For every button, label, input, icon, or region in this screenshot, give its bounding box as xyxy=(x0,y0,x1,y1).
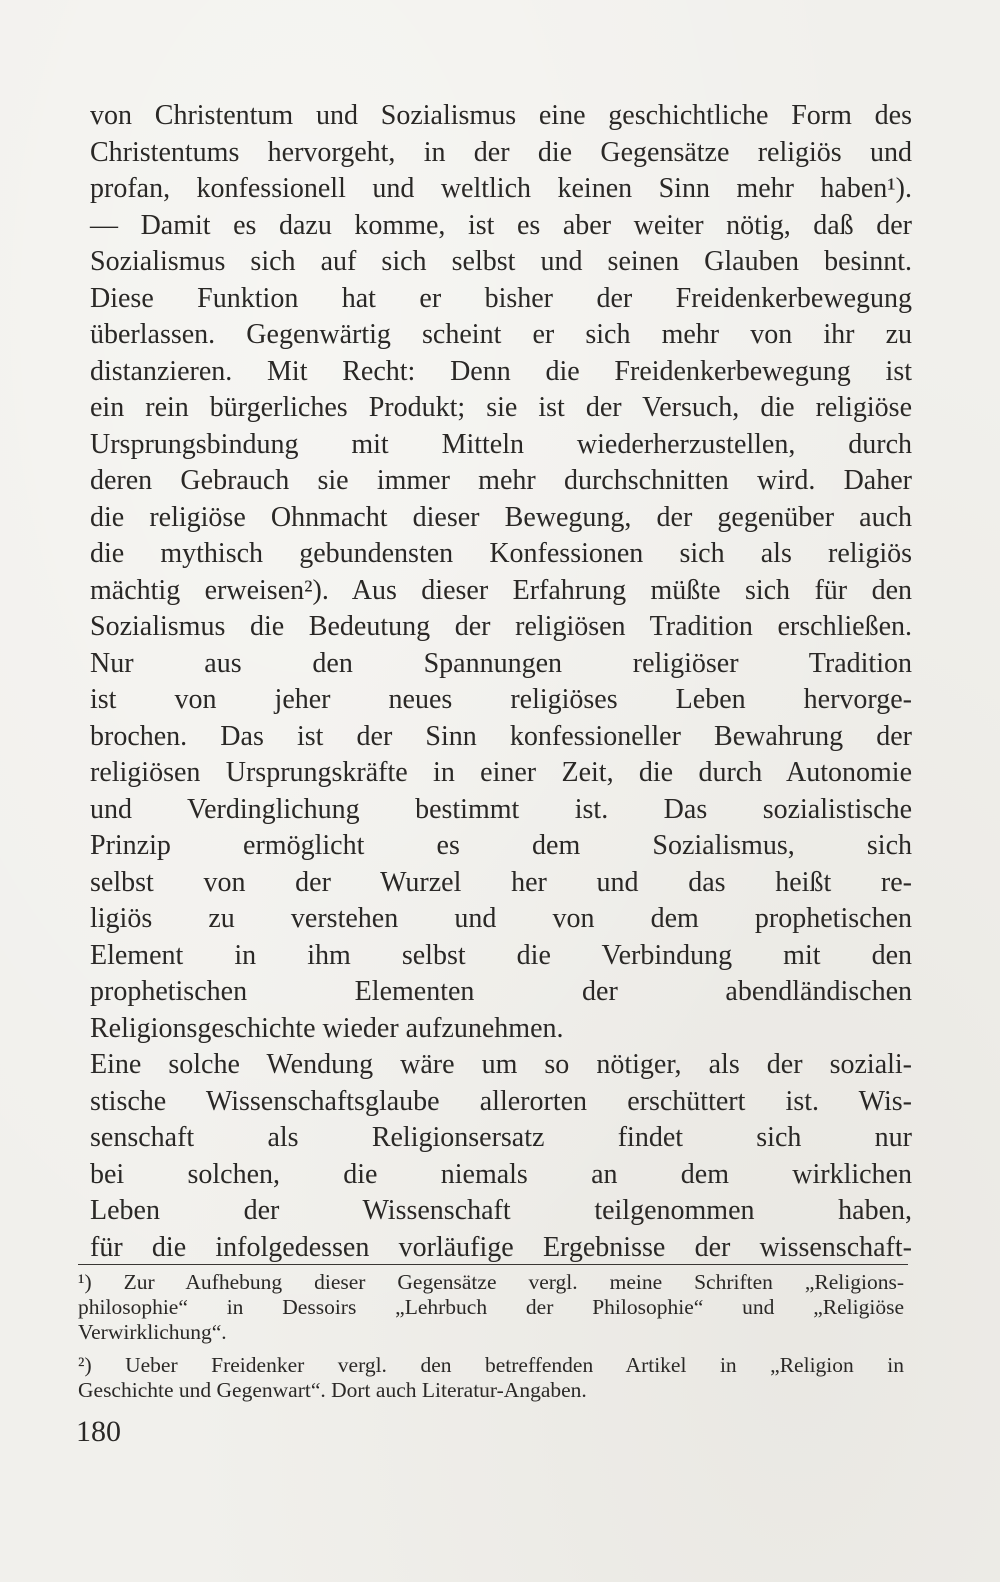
text-line: die mythisch gebundensten Konfessionen sich als religiös xyxy=(90,538,912,569)
text-line: prophetischen Elementen der abendländischen xyxy=(90,976,912,1007)
text-line: ligiös zu verstehen und von dem prophetischen xyxy=(90,903,912,934)
footnote-line: Geschichte und Gegenwart“. Dort auch Literatur-Angaben. xyxy=(78,1378,587,1402)
text-line: Element in ihm selbst die Verbindung mit den xyxy=(90,939,912,971)
text-line: Nur aus den Spannungen religiöser Tradition xyxy=(90,647,912,679)
text-line: profan, konfessionell und weltlich keinen Sinn mehr haben¹). xyxy=(90,173,912,204)
footnote-line: ²) Ueber Freidenker vergl. den betreffenden Artikel in „Religion in xyxy=(78,1353,904,1377)
footnote-line: Verwirklichung“. xyxy=(78,1320,227,1344)
text-line: Prinzip ermöglicht es dem Sozialismus, sich xyxy=(90,830,912,861)
text-line: Sozialismus die Bedeutung der religiösen Tradition erschließen. xyxy=(90,611,912,642)
page-number: 180 xyxy=(76,1415,121,1448)
text-line: senschaft als Religionsersatz findet sich nur xyxy=(90,1122,912,1153)
footnotes xyxy=(78,1270,904,1403)
text-line: überlassen. Gegenwärtig scheint er sich mehr von ihr zu xyxy=(90,319,912,350)
footnote-2 xyxy=(78,1353,904,1403)
footnote-1 xyxy=(78,1270,904,1345)
text-line: Religionsgeschichte wieder aufzunehmen. xyxy=(90,1012,564,1044)
text-line: und Verdinglichung bestimmt ist. Das sozialistische xyxy=(90,793,912,825)
text-line: religiösen Ursprungskräfte in einer Zeit, die durch Autonomie xyxy=(90,757,912,788)
text-line: ein rein bürgerliches Produkt; sie ist der Versuch, die religiöse xyxy=(90,392,912,423)
text-line: Sozialismus sich auf sich selbst und seinen Glauben besinnt. xyxy=(90,246,912,277)
text-line: Christentums hervorgeht, in der die Gegensätze religiös und xyxy=(90,136,912,168)
text-line: Diese Funktion hat er bisher der Freidenkerbewegung xyxy=(90,282,912,314)
body-text xyxy=(90,98,912,1266)
text-line: stische Wissenschaftsglaube allerorten erschüttert ist. Wis- xyxy=(90,1085,912,1117)
text-line: selbst von der Wurzel her und das heißt re- xyxy=(90,866,912,898)
footnote-line: philosophie“ in Dessoirs „Lehrbuch der Philosophie“ und „Religiöse xyxy=(78,1295,904,1319)
footnote-divider xyxy=(78,1264,908,1265)
text-line: von Christentum und Sozialismus eine geschichtliche Form des xyxy=(90,100,912,131)
text-line: brochen. Das ist der Sinn konfessioneller Bewahrung der xyxy=(90,720,912,752)
text-line: — Damit es dazu komme, ist es aber weiter nötig, daß der xyxy=(90,209,912,241)
text-line: Eine solche Wendung wäre um so nötiger, als der soziali- xyxy=(90,1049,912,1080)
text-line: Ursprungsbindung mit Mitteln wiederherzustellen, durch xyxy=(90,428,912,460)
text-line: deren Gebrauch sie immer mehr durchschnitten wird. Daher xyxy=(90,465,912,496)
text-line: mächtig erweisen²). Aus dieser Erfahrung müßte sich für den xyxy=(90,574,912,606)
footnote-line: ¹) Zur Aufhebung dieser Gegensätze vergl. meine Schriften „Religions- xyxy=(78,1270,904,1294)
text-line: ist von jeher neues religiöses Leben hervorge- xyxy=(90,684,912,715)
text-line: bei solchen, die niemals an dem wirklichen xyxy=(90,1158,912,1190)
text-line: distanzieren. Mit Recht: Denn die Freidenkerbewegung ist xyxy=(90,355,912,387)
text-line: Leben der Wissenschaft teilgenommen haben, xyxy=(90,1195,912,1226)
text-line: für die infolgedessen vorläufige Ergebnisse der wissenschaft- xyxy=(90,1231,912,1263)
text-line: die religiöse Ohnmacht dieser Bewegung, der gegenüber auch xyxy=(90,501,912,533)
